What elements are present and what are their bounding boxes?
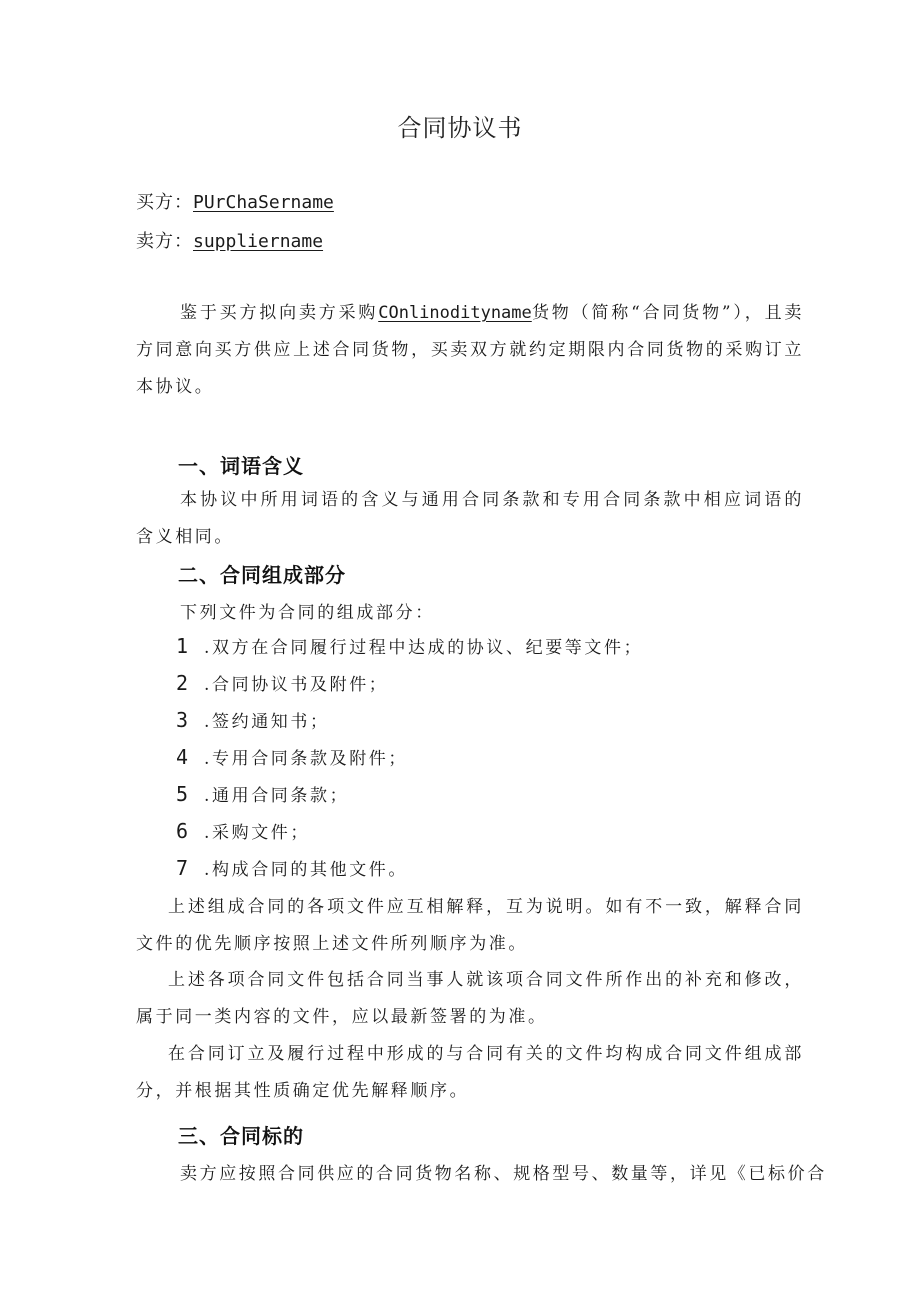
list-item: 7 .构成合同的其他文件。 [176, 856, 409, 880]
section-heading-1: 一、词语含义 [178, 454, 304, 478]
section-2-lead: 下列文件为合同的组成部分： [180, 603, 435, 623]
section-heading-3: 三、合同标的 [178, 1124, 304, 1148]
seller-label: 卖方： [136, 231, 193, 252]
section-2-paragraph-1: 上述组成合同的各项文件应互相解释，互为说明。如有不一致，解释合同文件的优先顺序按照上述文件所列顺序为准。 [136, 897, 804, 954]
buyer-label: 买方： [136, 192, 193, 213]
buyer-name: PUrChaSername [193, 192, 334, 213]
list-item: 2 .合同协议书及附件； [176, 671, 389, 695]
intro-paragraph [136, 295, 804, 406]
section-2-paragraph-2: 上述各项合同文件包括合同当事人就该项合同文件所作出的补充和修改，属于同一类内容的文件，应以最新签署的为准。 [136, 970, 804, 1027]
document-title: 合同协议书 [397, 114, 523, 142]
section-2-paragraph-3: 在合同订立及履行过程中形成的与合同有关的文件均构成合同文件组成部分，并根据其性质确定优先解释顺序。 [136, 1044, 804, 1101]
list-item: 6 .采购文件； [176, 819, 311, 843]
section-heading-2: 二、合同组成部分 [178, 563, 346, 587]
list-item: 5 .通用合同条款； [176, 782, 350, 806]
list-item: 4 .专用合同条款及附件； [176, 745, 409, 769]
buyer-line [136, 188, 334, 214]
intro-pre: 鉴于买方拟向卖方采购 [180, 303, 379, 323]
section-3-body: 卖方应按照合同供应的合同货物名称、规格型号、数量等，详见《已标价合 [180, 1164, 827, 1184]
seller-line [136, 227, 323, 253]
intro-post: 货物（简称“合同货物”），且卖方同意向买方供应上述合同货物，买卖双方就约定期限内合同货物的采购订立本协议。 [136, 303, 804, 397]
list-item: 1 .双方在合同履行过程中达成的协议、纪要等文件； [176, 634, 644, 658]
commodity-name: COnlinodityname [378, 303, 532, 323]
section-1-body: 本协议中所用词语的含义与通用合同条款和专用合同条款中相应词语的含义相同。 [136, 490, 804, 547]
seller-name: suppliername [193, 231, 324, 252]
list-item: 3 .签约通知书； [176, 708, 330, 732]
